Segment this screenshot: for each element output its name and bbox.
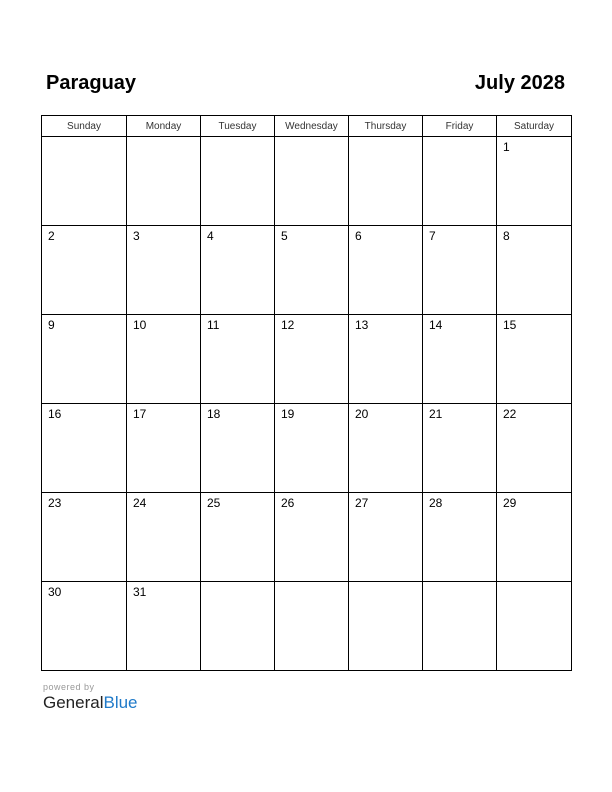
day-number: 29 — [503, 496, 517, 510]
weekday-tuesday: Tuesday — [201, 116, 275, 137]
day-number: 12 — [281, 318, 295, 332]
week-row — [42, 582, 572, 671]
day-cell — [275, 404, 349, 493]
day-cell — [423, 493, 497, 582]
day-number: 27 — [355, 496, 369, 510]
day-number — [423, 137, 496, 140]
brand-logo[interactable] — [43, 693, 138, 713]
day-number — [275, 582, 348, 585]
day-number: 2 — [48, 229, 55, 243]
day-cell — [127, 226, 201, 315]
day-cell — [42, 226, 127, 315]
day-number: 11 — [207, 318, 220, 332]
day-number — [349, 137, 422, 140]
day-number: 9 — [48, 318, 55, 332]
weekday-sunday: Sunday — [42, 116, 127, 137]
day-cell — [423, 226, 497, 315]
powered-by-text: powered by — [43, 682, 95, 692]
day-cell — [201, 315, 275, 404]
day-number — [423, 582, 496, 585]
calendar-grid — [41, 115, 572, 671]
day-cell — [275, 582, 349, 671]
day-number: 26 — [281, 496, 295, 510]
day-cell — [201, 226, 275, 315]
day-cell — [201, 582, 275, 671]
weekday-monday: Monday — [127, 116, 201, 137]
day-cell — [349, 493, 423, 582]
day-cell — [127, 493, 201, 582]
day-number — [127, 137, 200, 140]
day-cell — [497, 137, 572, 226]
day-number: 10 — [133, 318, 147, 332]
day-cell — [275, 315, 349, 404]
day-cell — [42, 582, 127, 671]
day-cell — [349, 582, 423, 671]
brand-name-general: General — [43, 693, 104, 712]
day-cell — [201, 404, 275, 493]
day-number — [42, 137, 126, 140]
day-cell — [42, 404, 127, 493]
month-year-title: July 2028 — [474, 72, 565, 94]
day-number: 13 — [355, 318, 369, 332]
day-number: 8 — [503, 229, 510, 243]
day-number — [201, 137, 274, 140]
day-number: 6 — [355, 229, 362, 243]
week-row — [42, 137, 572, 226]
day-number: 19 — [281, 407, 295, 421]
day-cell — [127, 315, 201, 404]
week-row — [42, 315, 572, 404]
day-cell — [423, 582, 497, 671]
day-cell — [497, 315, 572, 404]
day-number: 1 — [503, 140, 510, 154]
day-cell — [497, 493, 572, 582]
day-number: 3 — [133, 229, 140, 243]
day-number: 24 — [133, 496, 147, 510]
day-number: 5 — [281, 229, 288, 243]
day-number: 22 — [503, 407, 517, 421]
day-number — [349, 582, 422, 585]
day-number: 30 — [48, 585, 62, 599]
country-title: Paraguay — [46, 72, 137, 94]
day-number: 17 — [133, 407, 147, 421]
day-cell — [423, 404, 497, 493]
day-cell — [497, 404, 572, 493]
day-number: 25 — [207, 496, 221, 510]
day-number — [497, 582, 571, 585]
day-number: 14 — [429, 318, 443, 332]
day-cell — [127, 137, 201, 226]
day-number: 15 — [503, 318, 517, 332]
day-cell — [201, 137, 275, 226]
day-cell — [201, 493, 275, 582]
weekday-header-row — [42, 116, 572, 137]
day-cell — [349, 315, 423, 404]
day-number: 18 — [207, 407, 221, 421]
day-cell — [423, 137, 497, 226]
weekday-thursday: Thursday — [349, 116, 423, 137]
week-row — [42, 493, 572, 582]
day-number: 28 — [429, 496, 443, 510]
day-number: 31 — [133, 585, 147, 599]
day-cell — [42, 493, 127, 582]
day-cell — [275, 493, 349, 582]
weekday-wednesday: Wednesday — [275, 116, 349, 137]
week-row — [42, 404, 572, 493]
day-cell — [497, 582, 572, 671]
day-cell — [42, 315, 127, 404]
brand-name-blue: Blue — [103, 693, 138, 712]
day-cell — [423, 315, 497, 404]
day-number: 16 — [48, 407, 62, 421]
day-cell — [275, 226, 349, 315]
footer-branding — [43, 682, 138, 713]
weekday-saturday: Saturday — [497, 116, 572, 137]
day-cell — [127, 404, 201, 493]
day-number: 7 — [429, 229, 436, 243]
week-row — [42, 226, 572, 315]
day-cell — [349, 226, 423, 315]
day-number: 4 — [207, 229, 214, 243]
day-number: 21 — [429, 407, 443, 421]
day-cell — [349, 404, 423, 493]
day-cell — [127, 582, 201, 671]
day-number: 23 — [48, 496, 62, 510]
day-number — [275, 137, 348, 140]
day-cell — [497, 226, 572, 315]
day-number: 20 — [355, 407, 369, 421]
weekday-friday: Friday — [423, 116, 497, 137]
day-number — [201, 582, 274, 585]
day-cell — [42, 137, 127, 226]
day-cell — [275, 137, 349, 226]
day-cell — [349, 137, 423, 226]
